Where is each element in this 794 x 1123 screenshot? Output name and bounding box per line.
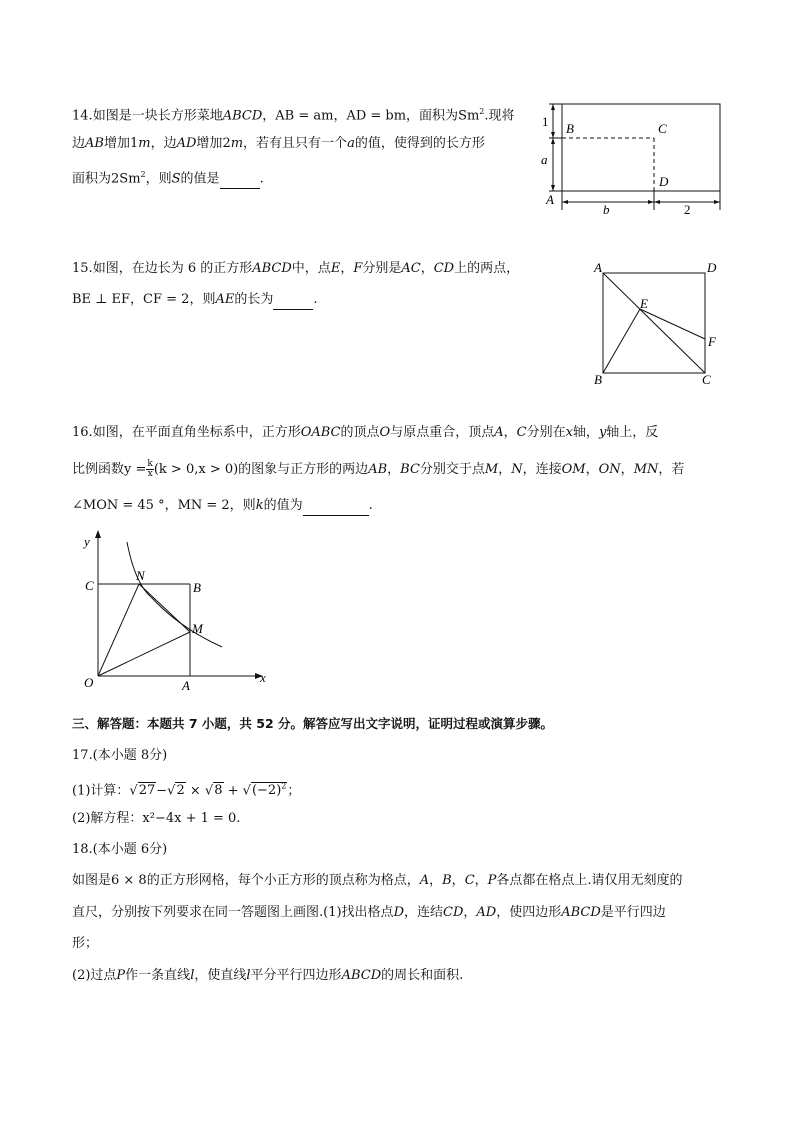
svg-text:x: x [260, 670, 266, 685]
svg-text:D: D [707, 260, 717, 275]
q14-figure [532, 100, 732, 215]
diagonal-AC [603, 273, 705, 373]
svg-text:B: B [594, 372, 602, 387]
svg-text:B: B [193, 580, 201, 595]
svg-text:O: O [84, 675, 94, 690]
svg-text:N: N [136, 568, 145, 583]
label-b: b [603, 202, 610, 215]
q17-part-1: (1)计算：$√27-√2 \times √8 + √(-2)^2$； [72, 782, 301, 799]
svg-text:A: A [594, 260, 602, 275]
svg-text:E: E [640, 296, 648, 311]
q17-header: 17.(本小题 8分) [72, 748, 168, 763]
hyperbola-curve [127, 542, 222, 647]
q15-line-2: BE ⊥ EF，CF = 2，则AE的长为 . [72, 291, 318, 310]
q15-line-1: 15.如图，在边长为 6 的正方形ABCD中，点E，F分别是AC，CD上的两点， [72, 261, 520, 276]
svg-text:y: y [84, 534, 90, 549]
fraction-k-over-x: $\frac{k}{x}$ [147, 459, 153, 479]
q16-line-1: 16.如图，在平面直角坐标系中，正方形OABC的顶点O与原点重合，顶点A，C分别在x轴，y轴上，反 [72, 425, 659, 440]
q18-header: 18.(本小题 6分) [72, 842, 168, 857]
q15-figure [588, 258, 728, 388]
q14-line-1: 14.如图是一块长方形菜地ABCD，AB = am，AD = bm，面积为Sm$^2$.现将 [72, 107, 515, 124]
svg-text:M: M [192, 621, 203, 636]
label-B: B [566, 121, 574, 136]
q14-line-3: 面积为2Sm$^2$，则S的值是 . [72, 166, 264, 189]
q16-figure [72, 530, 282, 700]
q18-line-2: 直尺，分别按下列要求在同一答题图上画图.(1)找出格点D，连结CD，AD，使四边形ABCD是平行四边 [72, 905, 666, 920]
y-axis-arrow [95, 530, 101, 538]
q18-line-3: 形； [72, 936, 99, 951]
label-C: C [658, 121, 667, 136]
q16-line-3: ∠MON = 45 °，MN = 2，则k的值为 . [72, 497, 373, 516]
q18-line-4: (2)过点P作一条直线l，使直线l平分平行四边形ABCD的周长和面积. [72, 968, 464, 983]
answer-blank[interactable] [273, 291, 313, 310]
answer-blank[interactable] [220, 170, 260, 189]
q14-line-2: 边AB增加1m，边AD增加2m，若有且只有一个a的值，使得到的长方形 [72, 136, 485, 151]
section-3-heading: 三、解答题：本题共 7 小题，共 52 分。解答应写出文字说明，证明过程或演算步骤。 [72, 716, 554, 731]
q17-part-2: (2)解方程：x²−4x + 1 = 0. [72, 811, 241, 826]
segment-OM [98, 632, 190, 676]
segment-ON [98, 584, 139, 676]
label-a: a [541, 152, 548, 167]
label-D: D [659, 174, 669, 189]
label-A: A [546, 192, 554, 207]
svg-text:F: F [708, 334, 716, 349]
svg-text:C: C [85, 578, 94, 593]
outer-rectangle [562, 104, 720, 191]
label-1: 1 [542, 114, 549, 129]
svg-text:C: C [702, 372, 711, 387]
label-2: 2 [684, 202, 691, 215]
q16-line-2: 比例函数y = $\frac{k}{x}$ (k > 0,x > 0)的图象与正方形的两边AB，BC分别交于点M，N，连接OM，ON，MN，若 [72, 459, 685, 479]
segment-EF [640, 309, 705, 339]
q18-line-1: 如图是6 × 8的正方形网格，每个小正方形的顶点称为格点，A，B，C，P各点都在格点上.请仅用无刻度的 [72, 873, 683, 888]
segment-BE [603, 309, 640, 373]
answer-blank[interactable] [303, 497, 369, 516]
svg-text:A: A [182, 678, 190, 693]
